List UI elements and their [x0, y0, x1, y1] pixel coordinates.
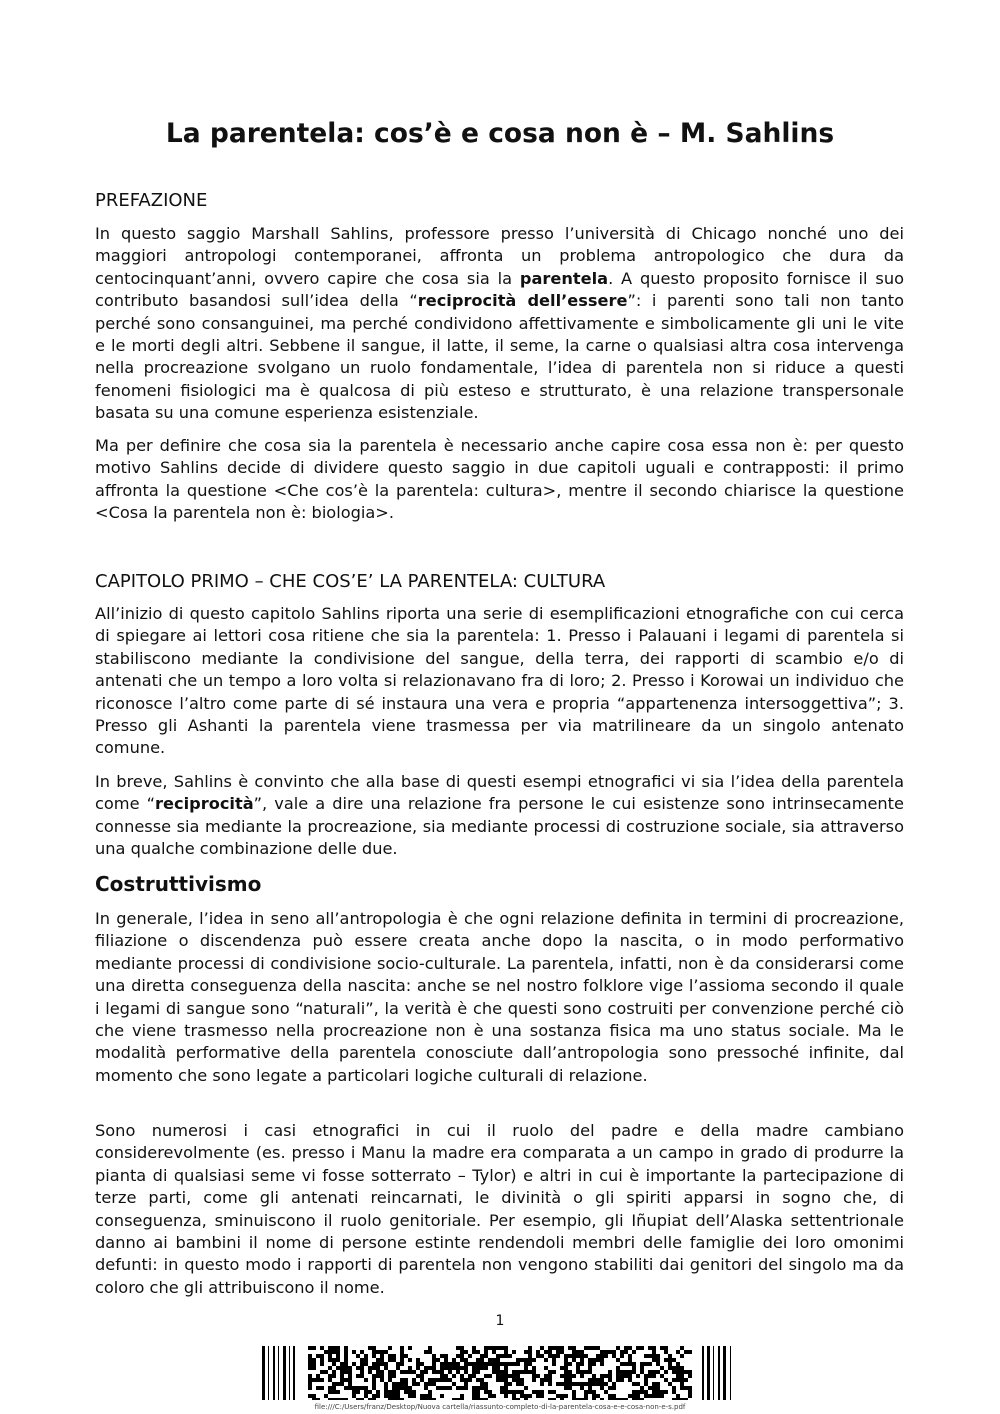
costruttivismo-paragraph-2: Sono numerosi i casi etnografici in cui il ruolo del padre e della madre cambiano considerevolmente (es. presso i Manu la madre era comparata a un campo in grado di produrre la pianta di qualsiasi seme vi fosse sotterrato – Tylor) e altri in cui è importante la partecipazione di terze parti, come gli antenati reincarnati, le divinità o gli spiriti apparsi in sogno che, di conseguenza, sminuiscono il ruolo genitoriale. Per esempio, gli Iñupiat dell’Alaska settentrionale danno ai bambini il nome di persone estinte rendendoli membri delle famiglie dei loro omonimi defunti: in questo modo i rapporti di parentela non vengono stabiliti dai genitori del singolo ma da coloro che gli attribuiscono il nome. — [95, 1121, 904, 1297]
costruttivismo-heading: Costruttivismo — [95, 872, 262, 896]
preface-paragraph-2: Ma per definire che cosa sia la parentela è necessario anche capire cosa essa non è: per questo motivo Sahlins decide di dividere questo saggio in due capitoli uguali e contrapposti: il primo affronta la questione <Che cos’è la parentela: cultura>, mentre il secondo chiarisce la questione <Cosa la parentela non è: biologia>. — [95, 436, 904, 523]
bold-term: reciprocità dell’essere — [417, 291, 628, 311]
costruttivismo-paragraph-1: In generale, l’idea in seno all’antropologia è che ogni relazione definita in termini di procreazione, filiazione o discendenza può essere creata anche dopo la nascita, o in modo performativo mediante processi di condivisione socio-culturale. La parentela, infatti, non è da considerarsi come una diretta conseguenza della nascita: anche se nel nostro folklore vige l’assioma secondo il quale i legami di sangue sono “naturali”, la verità è che questi sono costruiti per convenzione perché ciò che viene trasmesso nella procreazione non è una sostanza fisica ma uno status sociale. Ma le modalità performative della parentela conosciute dall’antropologia sono pressoché infinite, dal momento che sono legate a particolari logiche culturali di relazione. — [95, 909, 904, 1085]
document-title: La parentela: cos’è e cosa non è – M. Sahlins — [165, 118, 835, 149]
preface-paragraph-1: In questo saggio Marshall Sahlins, professore presso l’università di Chicago nonché uno dei maggiori antropologi contemporanei, affronta un problema antropologico che dura da centocinquant’anni, ovvero capire che cosa sia la parentela. A questo proposito fornisce il suo contributo basandosi sull’idea della “reciprocità dell’essere”: i parenti sono tali non tanto perché sono consanguinei, ma perché condividono affettivamente e simbolicamente gli uni le vite e le morti degli altri. Sebbene il sangue, il latte, il seme, la carne o qualsiasi altra cosa intervenga nella procreazione svolgano un ruolo fondamentale, l’idea di parentela non si riduce a questi fenomeni fisiologici ma è qualcosa di più esteso e strutturato, è una relazione transpersonale basata su una comune esperienza esistenziale. — [95, 224, 905, 423]
preface-paragraph-2-wrap — [95, 435, 904, 525]
preface-section — [95, 188, 904, 214]
chapter1-paragraph-2: In breve, Sahlins è convinto che alla base di questi esempi etnografici vi sia l’idea della parentela come “reciprocità”, vale a dire una relazione fra persone le cui esistenze sono intrinsecamente connesse sia mediante la procreazione, sia mediante processi di costruzione sociale, sia attraverso una qualche combinazione delle due. — [95, 772, 904, 859]
chapter1-paragraph-1-wrap — [95, 603, 904, 760]
barcode-image — [262, 1346, 740, 1400]
chapter1-paragraph-1: All’inizio di questo capitolo Sahlins riporta una serie di esemplificazioni etnografiche con cui cerca di spiegare ai lettori cosa ritiene che sia la parentela: 1. Presso i Palauani i legami di parentela si stabiliscono mediante la condivisione del sangue, della terra, dei rapporti di scambio e/o di antenati che un tempo a loro volta si relazionavano fra di loro; 2. Presso i Korowai un individuo che riconosce l’altro come parte di sé instaura una vera e propria “appartenenza intersoggettiva”; 3. Presso gli Ashanti la parentela viene trasmessa per via matrilineare da un singolo antenato comune. — [95, 604, 904, 758]
page-number: 1 — [495, 1313, 505, 1329]
chapter1-section — [95, 569, 904, 595]
bold-term: reciprocità — [155, 794, 254, 814]
costruttivismo-paragraph-1-wrap — [95, 908, 904, 1087]
bold-term: parentela — [519, 268, 609, 288]
footer-file-path: file:///C:/Users/franz/Desktop/Nuova cartella/riassunto-completo-di-la-parentela-cosa-e-e-cosa-non-e-s.pdf — [314, 1403, 686, 1411]
costruttivismo-section — [95, 870, 904, 898]
chapter1-heading: CAPITOLO PRIMO – CHE COS’E’ LA PARENTELA: CULTURA — [95, 571, 606, 592]
chapter1-paragraph-2-wrap — [95, 771, 904, 861]
preface-heading: PREFAZIONE — [95, 190, 208, 211]
preface-paragraph-1-wrap — [95, 223, 904, 425]
costruttivismo-paragraph-2-wrap — [95, 1120, 904, 1299]
